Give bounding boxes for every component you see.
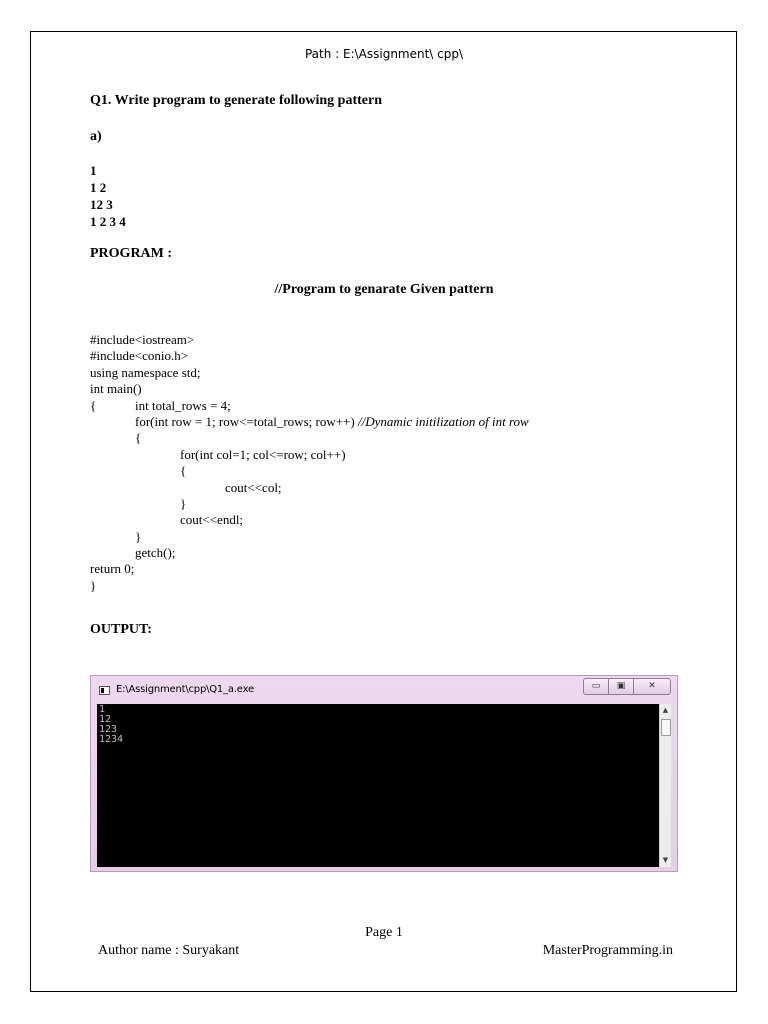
console-output-text [99, 705, 123, 745]
code-text: int main() [90, 381, 142, 397]
pattern-line: 1 [90, 163, 97, 178]
code-text: int total_rows = 4; [135, 397, 231, 413]
code-text: cout<<col; [225, 479, 282, 495]
code-text: for(int col=1; col<=row; col++) [180, 446, 346, 462]
code-text: { [180, 463, 187, 479]
file-path-header: Path : E:\Assignment\ cpp\ [304, 47, 464, 61]
console-line: 123 [99, 724, 118, 735]
code-text: #include<iostream> [90, 332, 195, 347]
console-line: 1234 [99, 734, 124, 745]
console-titlebar[interactable] [91, 676, 677, 703]
code-text: } [90, 577, 97, 593]
code-text: for(int row = 1; row<=total_rows; row++) [135, 413, 358, 429]
code-text: using namespace std; [90, 364, 201, 380]
code-text: return 0; [90, 561, 135, 577]
site-name: MasterProgramming.in [542, 943, 673, 958]
console-output-area[interactable] [97, 704, 663, 867]
pattern-line: 12 3 [90, 197, 113, 212]
code-text: { [135, 430, 142, 446]
question-title: Q1. Write program to generate following pattern [90, 93, 383, 108]
program-heading: PROGRAM : [90, 246, 173, 261]
author-name: Author name : Suryakant [98, 943, 240, 958]
scroll-thumb[interactable] [661, 719, 671, 736]
minimize-button[interactable]: ▭ [584, 679, 609, 694]
program-comment-title: //Program to genarate Given pattern [274, 282, 494, 297]
console-line: 12 [99, 714, 112, 725]
page-number: Page 1 [365, 925, 403, 940]
scroll-down-icon[interactable]: ▼ [662, 856, 669, 864]
pattern-line: 1 2 3 4 [90, 214, 126, 229]
code-text: getch(); [135, 545, 176, 561]
vertical-scrollbar[interactable] [659, 704, 671, 867]
code-text: #include<conio.h> [90, 348, 189, 364]
pattern-line: 1 2 [90, 180, 107, 195]
output-heading: OUTPUT: [90, 622, 152, 637]
code-text: { [90, 397, 97, 413]
code-comment: //Dynamic initilization of int row [358, 413, 529, 429]
scroll-up-icon[interactable]: ▲ [662, 706, 669, 714]
window-controls [583, 678, 671, 695]
code-text: } [135, 528, 142, 544]
expected-pattern [90, 162, 126, 230]
code-text: } [180, 495, 187, 511]
code-text: cout<<endl; [180, 512, 244, 528]
console-window [90, 675, 678, 872]
console-app-icon [99, 686, 110, 695]
console-title: E:\Assignment\cpp\Q1_a.exe [116, 684, 254, 695]
maximize-button[interactable]: ▣ [609, 679, 634, 694]
question-part-label: a) [90, 129, 102, 144]
close-button[interactable]: ✕ [648, 681, 656, 691]
console-line: 1 [99, 704, 106, 715]
